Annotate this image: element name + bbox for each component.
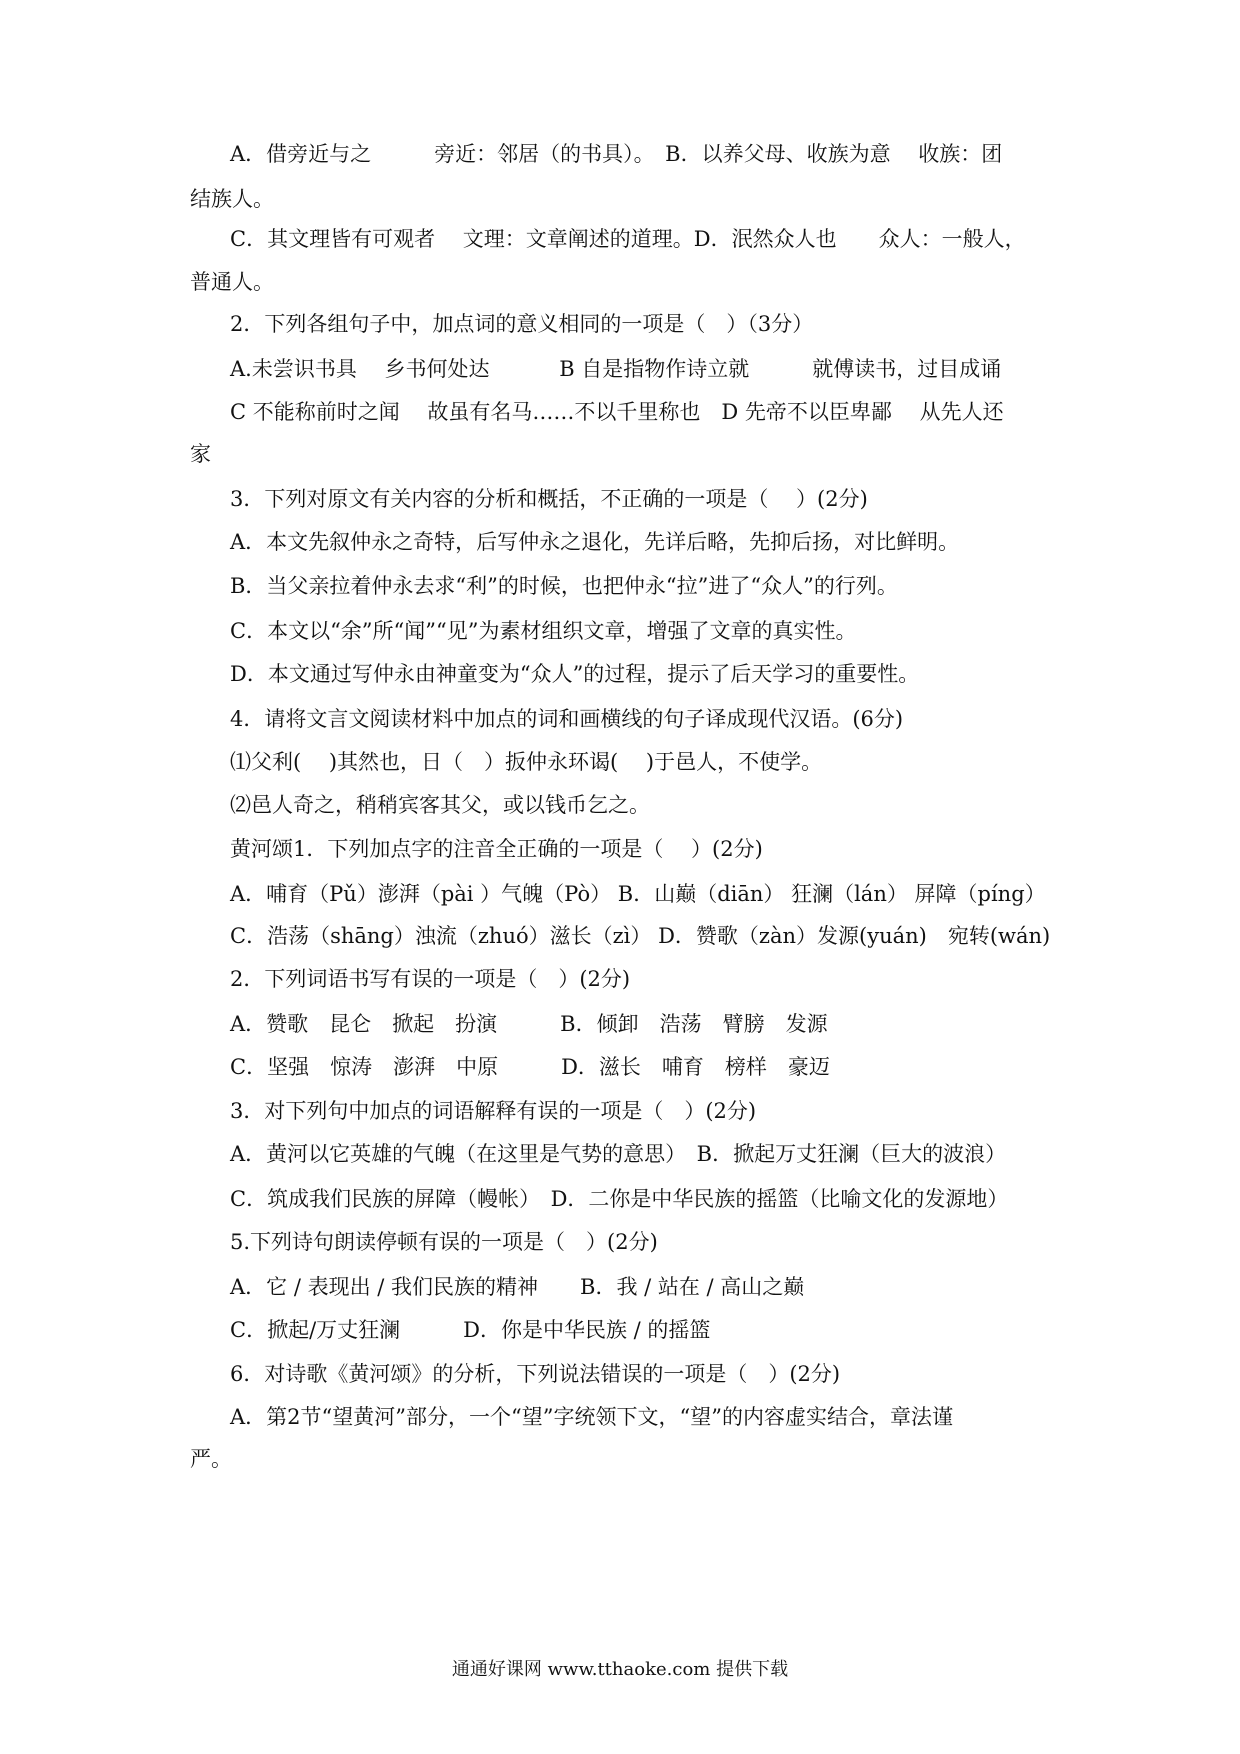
text-line: C 不能称前时之闻 故虽有名马……不以千里称也 D 先帝不以臣卑鄙 从先人还 — [230, 400, 1004, 424]
text-line: C．筑成我们民族的屏障（幔帐） D．二你是中华民族的摇篮（比喻文化的发源地） — [230, 1187, 1009, 1211]
text-line: D．本文通过写仲永由神童变为“众人”的过程，提示了后天学习的重要性。 — [230, 662, 920, 686]
text-line: ⑵邑人奇之，稍稍宾客其父，或以钱币乞之。 — [230, 793, 650, 817]
text-line: 2．下列词语书写有误的一项是（ ）(2分) — [230, 967, 631, 991]
text-line: A．它 / 表现出 / 我们民族的精神 B．我 / 站在 / 高山之巅 — [230, 1275, 805, 1299]
text-line: 6．对诗歌《黄河颂》的分析，下列说法错误的一项是（ ）(2分) — [230, 1362, 841, 1386]
text-line: 普通人。 — [190, 270, 274, 294]
text-line: 严。 — [190, 1447, 232, 1471]
text-line: 2．下列各组句子中，加点词的意义相同的一项是（ ）（3分） — [230, 312, 814, 336]
text-line: C．掀起/万丈狂澜 D．你是中华民族 / 的摇篮 — [230, 1318, 711, 1342]
text-line: A．本文先叙仲永之奇特，后写仲永之退化，先详后略，先抑后扬，对比鲜明。 — [230, 530, 960, 554]
text-line: A．黄河以它英雄的气魄（在这里是气势的意思） B．掀起万丈狂澜（巨大的波浪） — [230, 1142, 1007, 1166]
text-line: C．本文以“余”所“闻”“见”为素材组织文章，增强了文章的真实性。 — [230, 619, 857, 643]
text-line: A．第2节“望黄河”部分，一个“望”字统领下文，“望”的内容虚实结合，章法谨 — [230, 1405, 953, 1429]
text-line: 4．请将文言文阅读材料中加点的词和画横线的句子译成现代汉语。(6分) — [230, 707, 904, 731]
text-line: 3．对下列句中加点的词语解释有误的一项是（ ）(2分) — [230, 1099, 757, 1123]
text-line: A．借旁近与之 旁近：邻居（的书具）。 B．以养父母、收族为意 收族：团 — [230, 142, 1003, 166]
text-line: 结族人。 — [190, 187, 274, 211]
text-line: A.未尝识书具 乡书何处达 B 自是指物作诗立就 就傅读书，过目成诵 — [230, 357, 1002, 381]
text-line: A．哺育（Pǔ）澎湃（pài ）气魄（Pò） B．山巅（diān） 狂澜（lán） 屏障（píng） — [230, 882, 1046, 906]
text-line: C．浩荡（shāng）浊流（zhuó）滋长（zì） D．赞歌（zàn）发源(yuán) 宛转(wán) — [230, 924, 1051, 948]
text-line: 黄河颂1．下列加点字的注音全正确的一项是（ ）(2分) — [230, 837, 763, 861]
text-line: 家 — [190, 442, 211, 466]
text-line: ⑴父利( )其然也，日（ ）扳仲永环谒( )于邑人，不使学。 — [230, 750, 823, 774]
text-line: C．坚强 惊涛 澎湃 中原 D．滋长 哺育 榜样 豪迈 — [230, 1055, 830, 1079]
text-line: B．当父亲拉着仲永去求“利”的时候，也把仲永“拉”进了“众人”的行列。 — [230, 574, 898, 598]
text-line: 5.下列诗句朗读停顿有误的一项是（ ）(2分) — [230, 1230, 658, 1254]
text-line: 3．下列对原文有关内容的分析和概括，不正确的一项是（ ）(2分) — [230, 487, 868, 511]
page-footer: 通通好课网 www.tthaoke.com 提供下载 — [451, 1659, 789, 1680]
text-line: C．其文理皆有可观者 文理：文章阐述的道理。D．泯然众人也 众人：一般人， — [230, 227, 1026, 251]
text-line: A．赞歌 昆仑 掀起 扮演 B．倾卸 浩荡 臂膀 发源 — [230, 1012, 828, 1036]
